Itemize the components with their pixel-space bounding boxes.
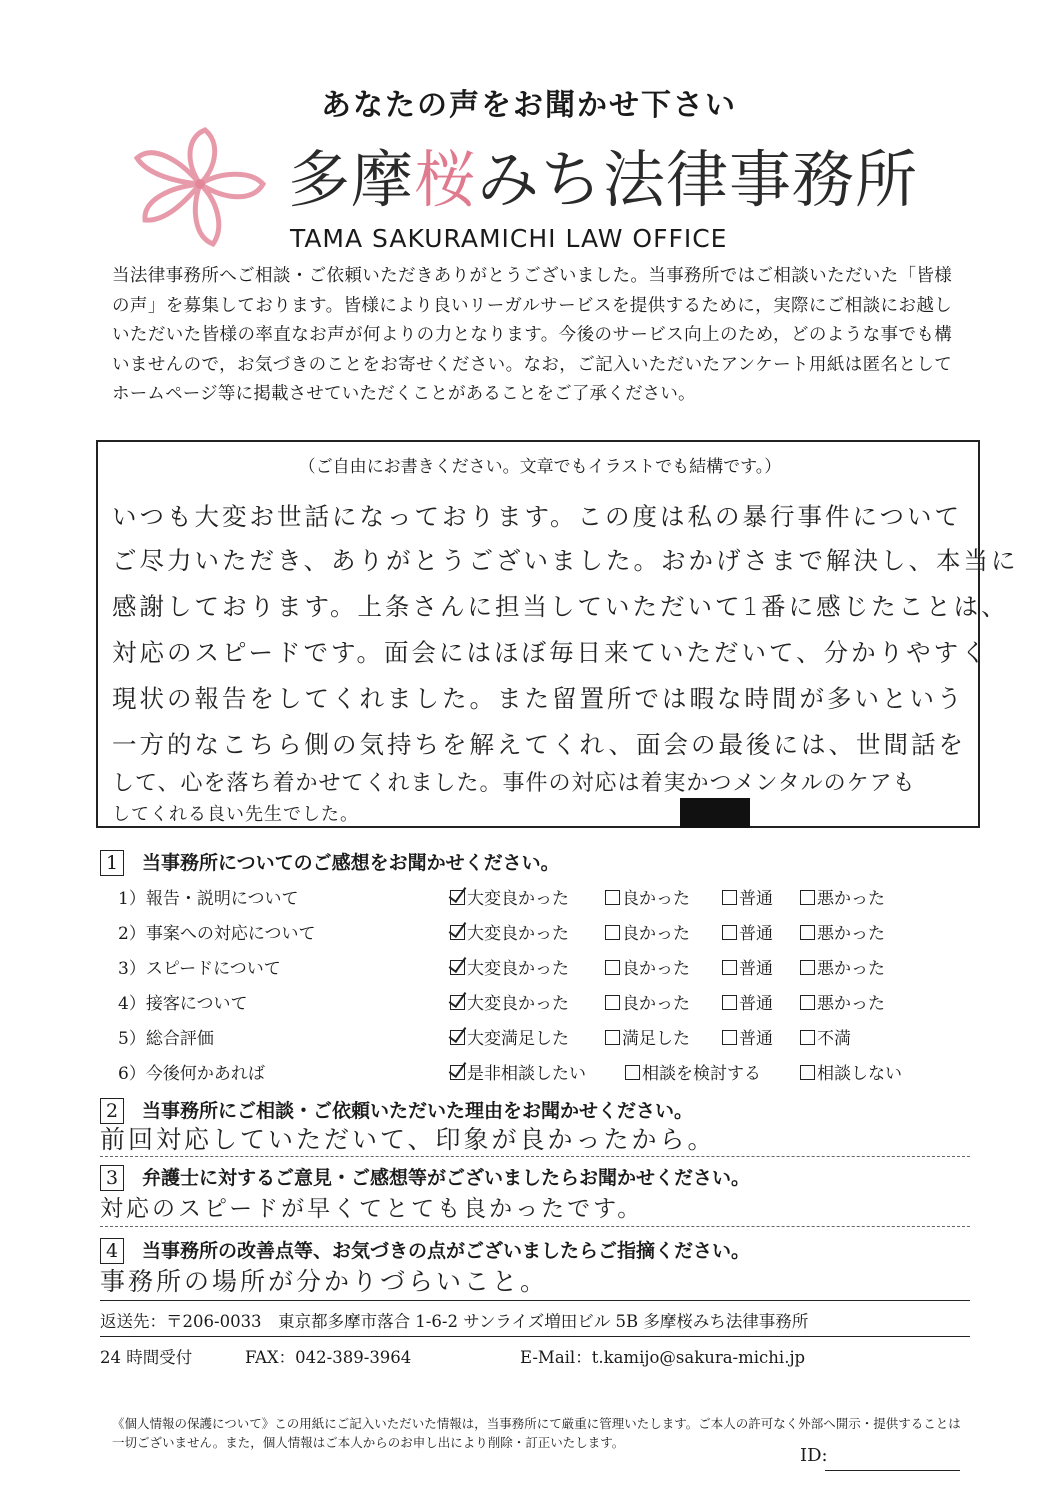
reason-answer[interactable]: 前回対応していただいて、印象が良かったから。 xyxy=(100,1125,716,1154)
section-4-heading: 4 当事務所の改善点等、お気づきの点がございましたらご指摘ください。 xyxy=(100,1236,750,1264)
checkbox-icon xyxy=(605,995,620,1010)
option-checkbox[interactable]: 普通 xyxy=(722,919,773,944)
option-checkbox[interactable]: 大変満足した xyxy=(450,1024,569,1049)
option-checkbox[interactable]: 悪かった xyxy=(800,954,885,979)
redaction-block xyxy=(680,798,750,828)
checkbox-icon xyxy=(800,890,815,905)
option-checkbox[interactable]: 相談しない xyxy=(800,1059,902,1084)
checkbox-icon xyxy=(605,890,620,905)
section-3-heading: 3 弁護士に対するご意見・ご感想等がございましたらお聞かせください。 xyxy=(100,1163,750,1191)
option-checkbox[interactable]: 普通 xyxy=(722,884,773,909)
office-name: 多摩桜みち法律事務所 xyxy=(288,143,919,216)
option-checkbox[interactable]: 普通 xyxy=(722,989,773,1014)
question-label: 2）事案への対応について xyxy=(118,924,316,944)
email-address[interactable]: E-Mail：t.kamijo@sakura-michi.jp xyxy=(520,1348,806,1367)
page-title: あなたの声をお聞かせ下さい xyxy=(321,88,737,123)
checkbox-icon xyxy=(722,925,737,940)
checkbox-icon xyxy=(722,890,737,905)
id-field-line[interactable] xyxy=(825,1470,960,1471)
improvement-answer[interactable]: 事務所の場所が分かりづらいこと。 xyxy=(100,1267,549,1296)
handwritten-line: 対応のスピードです。面会にはほぼ毎日来ていただいて、分かりやすく xyxy=(112,638,989,667)
answer-line xyxy=(100,1156,970,1157)
checkbox-icon xyxy=(800,925,815,940)
checkbox-icon xyxy=(722,995,737,1010)
checkbox-icon xyxy=(800,1030,815,1045)
question-label: 5）総合評価 xyxy=(118,1029,214,1049)
handwritten-line: ご尽力いただき、ありがとうございました。おかげさまで解決し、本当に xyxy=(112,546,1019,575)
option-checkbox[interactable]: 良かった xyxy=(605,919,690,944)
handwritten-line: してくれる良い先生でした。 xyxy=(112,804,359,825)
office-name-english: TAMA SAKURAMICHI LAW OFFICE xyxy=(290,224,728,253)
id-field-label: ID: xyxy=(800,1445,828,1466)
checkbox-checked-icon xyxy=(450,995,465,1010)
checkbox-icon xyxy=(605,1030,620,1045)
footer-divider xyxy=(100,1300,970,1301)
option-checkbox[interactable]: 相談を検討する xyxy=(625,1059,761,1084)
handwritten-line: 現状の報告をしてくれました。また留置所では暇な時間が多いという xyxy=(112,684,965,713)
checkbox-checked-icon xyxy=(450,1065,465,1080)
option-checkbox[interactable]: 大変良かった xyxy=(450,989,569,1014)
option-checkbox[interactable]: 不満 xyxy=(800,1024,851,1049)
checkbox-checked-icon xyxy=(450,925,465,940)
hours-label: 24 時間受付 xyxy=(100,1348,193,1367)
option-checkbox[interactable]: 満足した xyxy=(605,1024,690,1049)
option-checkbox[interactable]: 悪かった xyxy=(800,989,885,1014)
option-checkbox[interactable]: 大変良かった xyxy=(450,954,569,979)
footer-divider xyxy=(100,1336,970,1337)
checkbox-checked-icon xyxy=(450,960,465,975)
checkbox-checked-icon xyxy=(450,890,465,905)
option-checkbox[interactable]: 悪かった xyxy=(800,919,885,944)
free-comment-hint: （ご自由にお書きください。文章でもイラストでも結構です。） xyxy=(298,457,782,477)
checkbox-icon xyxy=(800,995,815,1010)
question-label: 3）スピードについて xyxy=(118,959,281,979)
checkbox-icon xyxy=(605,960,620,975)
opinion-answer[interactable]: 対応のスピードが早くてとても良かったです。 xyxy=(100,1196,644,1222)
checkbox-icon xyxy=(800,960,815,975)
option-checkbox[interactable]: 良かった xyxy=(605,884,690,909)
option-checkbox[interactable]: 普通 xyxy=(722,1024,773,1049)
sakura-logo-icon xyxy=(125,122,275,257)
option-checkbox[interactable]: 悪かった xyxy=(800,884,885,909)
handwritten-line: して、心を落ち着かせてくれました。事件の対応は着実かつメンタルのケアも xyxy=(112,771,916,796)
question-label: 6）今後何かあれば xyxy=(118,1064,265,1084)
option-checkbox[interactable]: 普通 xyxy=(722,954,773,979)
section-1-heading: 1 当事務所についてのご感想をお聞かせください。 xyxy=(100,848,560,876)
free-comment-box[interactable] xyxy=(96,440,1019,828)
option-checkbox[interactable]: 良かった xyxy=(605,954,690,979)
question-label: 4）接客について xyxy=(118,994,248,1014)
checkbox-icon xyxy=(625,1065,640,1080)
checkbox-icon xyxy=(722,1030,737,1045)
handwritten-line: 一方的なこちら側の気持ちを解えてくれ、面会の最後には、世間話を xyxy=(112,730,966,759)
handwritten-line: 感謝しております。上条さんに担当していただいて1番に感じたことは、 xyxy=(112,592,1009,621)
option-checkbox[interactable]: 是非相談したい xyxy=(450,1059,586,1084)
handwritten-line: いつも大変お世話になっております。この度は私の暴行事件について xyxy=(112,502,963,531)
answer-line xyxy=(100,1226,970,1227)
section-2-heading: 2 当事務所にご相談・ご依頼いただいた理由をお聞かせください。 xyxy=(100,1096,693,1124)
question-label: 1）報告・説明について xyxy=(118,889,299,909)
checkbox-icon xyxy=(722,960,737,975)
option-checkbox[interactable]: 良かった xyxy=(605,989,690,1014)
checkbox-checked-icon xyxy=(450,1030,465,1045)
checkbox-icon xyxy=(800,1065,815,1080)
checkbox-icon xyxy=(605,925,620,940)
return-address: 返送先：〒206-0033 東京都多摩市落合 1-6-2 サンライズ増田ビル 5B 多摩桜みち法律事務所 xyxy=(100,1312,809,1331)
option-checkbox[interactable]: 大変良かった xyxy=(450,919,569,944)
fax-number: FAX：042-389-3964 xyxy=(245,1348,412,1367)
option-checkbox[interactable]: 大変良かった xyxy=(450,884,569,909)
intro-text: 当法律事務所へご相談・ご依頼いただきありがとうございました。当事務所ではご相談いただいた「皆様の声」を募集しております。皆様により良いリーガルサービスを提供するために，実際にご相談にお越しいただいた皆様の率直なお声が何よりの力となります。今後のサービス向上のため，どのような事でも構いませんので，お気づきのことをお寄せください。なお，ご記入いただいたアンケート用紙は匿名としてホームページ等に掲載させていただくことがあることをご了承ください。 xyxy=(112,266,952,404)
privacy-notice: 《個人情報の保護について》この用紙にご記入いただいた情報は，当事務所にて厳重に管理いたします。ご本人の許可なく外部へ開示・提供することは一切ございません。また，個人情報はご本人からのお申し出により削除・訂正いたします。 xyxy=(112,1416,961,1450)
